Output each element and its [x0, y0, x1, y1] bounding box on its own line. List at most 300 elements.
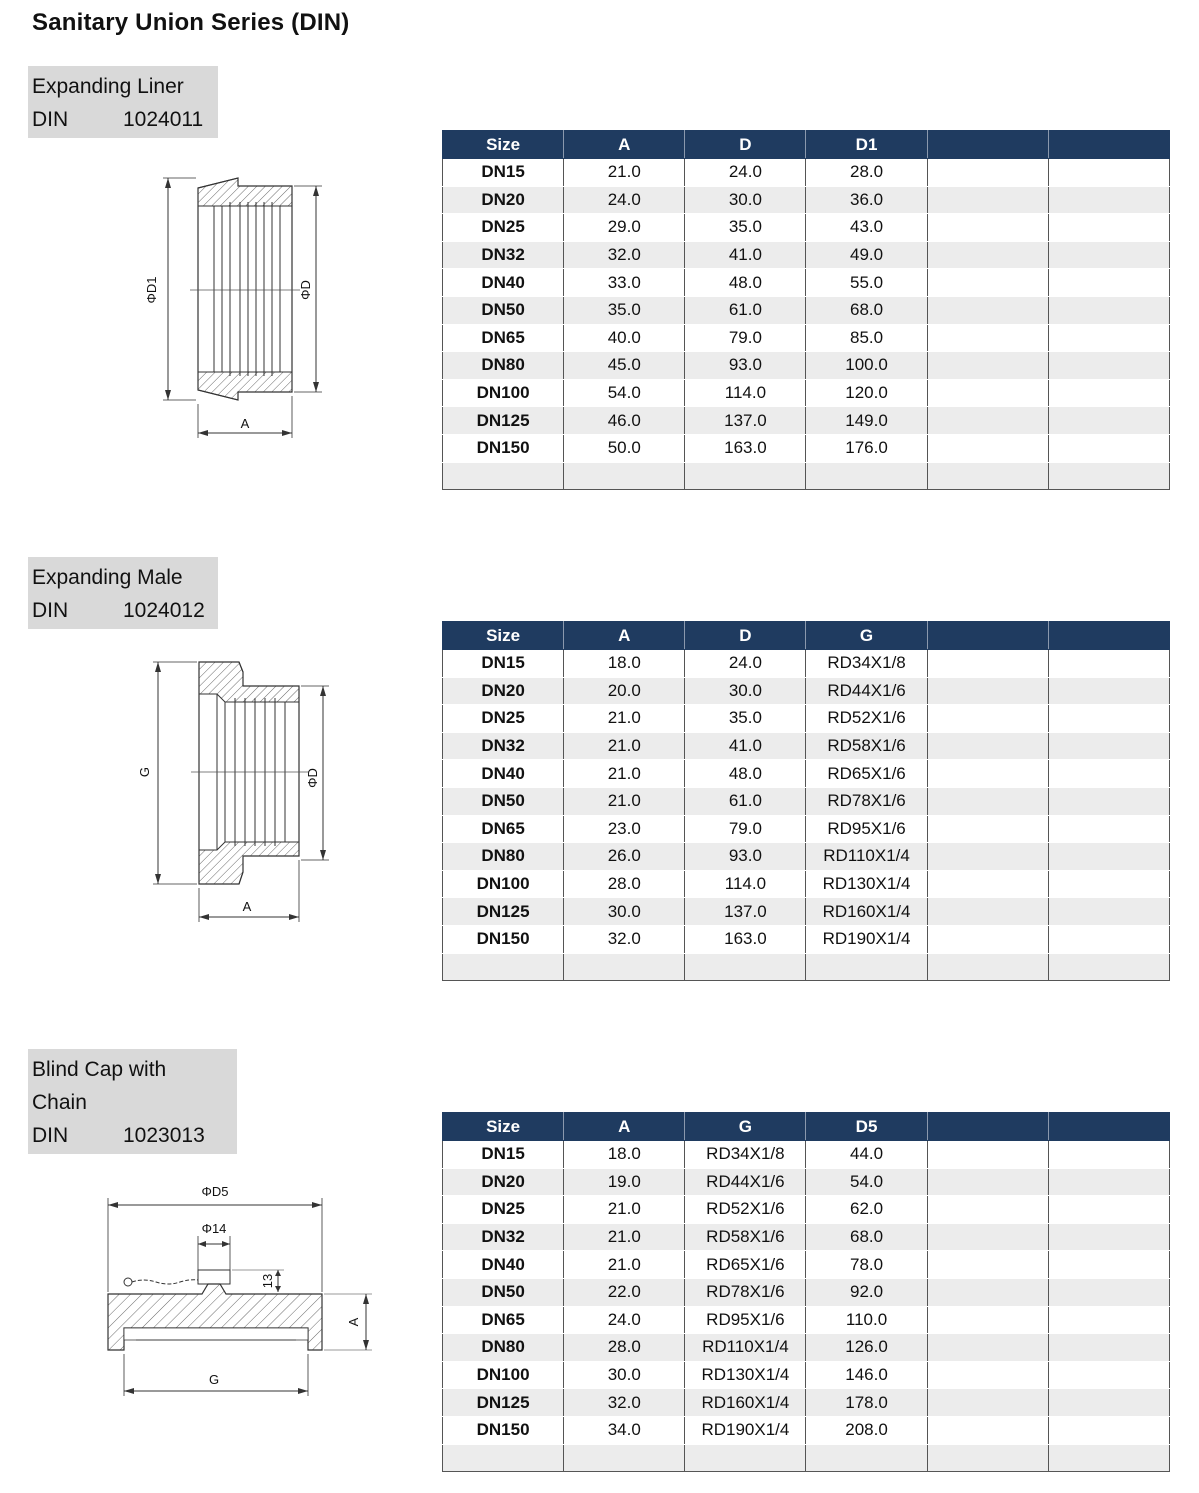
- value-cell: 48.0: [685, 269, 806, 297]
- value-cell: RD58X1/6: [806, 732, 927, 760]
- value-cell: 23.0: [564, 815, 685, 843]
- value-cell: 178.0: [806, 1389, 927, 1417]
- value-cell: RD34X1/8: [806, 650, 927, 678]
- table-row: [443, 732, 1170, 760]
- empty-cell: [927, 925, 1048, 953]
- value-cell: 78.0: [806, 1251, 927, 1279]
- empty-cell: [927, 269, 1048, 297]
- empty-cell: [927, 1361, 1048, 1389]
- column-header: Size: [443, 622, 564, 650]
- size-cell: DN80: [443, 1334, 564, 1362]
- empty-cell: [927, 732, 1048, 760]
- value-cell: 30.0: [685, 186, 806, 214]
- value-cell: RD44X1/6: [685, 1168, 806, 1196]
- table-row-empty: [443, 462, 1170, 490]
- empty-cell: [806, 1444, 927, 1472]
- dim-label-d14: Φ14: [201, 1221, 227, 1236]
- section-name: Expanding Male: [32, 566, 183, 589]
- value-cell: 55.0: [806, 269, 927, 297]
- table-row: [443, 269, 1170, 297]
- table-header-row: [443, 131, 1170, 159]
- value-cell: 41.0: [685, 732, 806, 760]
- size-cell: DN32: [443, 241, 564, 269]
- value-cell: 41.0: [685, 241, 806, 269]
- empty-cell: [1048, 269, 1169, 297]
- dim-label-d1: ΦD1: [144, 276, 159, 304]
- dim-label-g: G: [137, 766, 152, 778]
- value-cell: 35.0: [685, 705, 806, 733]
- column-header: D1: [806, 131, 927, 159]
- value-cell: 114.0: [685, 379, 806, 407]
- table-row: [443, 760, 1170, 788]
- value-cell: 43.0: [806, 214, 927, 242]
- dim-label-a: A: [346, 1317, 361, 1327]
- column-header: D: [685, 622, 806, 650]
- empty-cell: [927, 434, 1048, 462]
- value-cell: RD130X1/4: [685, 1361, 806, 1389]
- empty-cell: [927, 159, 1048, 187]
- size-cell: DN125: [443, 407, 564, 435]
- value-cell: 79.0: [685, 815, 806, 843]
- value-cell: 22.0: [564, 1278, 685, 1306]
- table-row: [443, 1223, 1170, 1251]
- section-label-blind-cap: [28, 1049, 237, 1154]
- value-cell: 21.0: [564, 732, 685, 760]
- empty-cell: [927, 1444, 1048, 1472]
- value-cell: 29.0: [564, 214, 685, 242]
- dim-label-g: G: [208, 1372, 220, 1387]
- empty-cell: [927, 462, 1048, 490]
- empty-cell: [927, 815, 1048, 843]
- size-cell: DN50: [443, 787, 564, 815]
- empty-cell: [1048, 241, 1169, 269]
- value-cell: RD160X1/4: [685, 1389, 806, 1417]
- table-header-row: [443, 1113, 1170, 1141]
- table-row: [443, 677, 1170, 705]
- size-cell: DN80: [443, 843, 564, 871]
- value-cell: RD58X1/6: [685, 1223, 806, 1251]
- value-cell: 32.0: [564, 1389, 685, 1417]
- value-cell: 18.0: [564, 650, 685, 678]
- empty-cell: [1048, 1444, 1169, 1472]
- column-header: [927, 1113, 1048, 1141]
- empty-cell: [1048, 1251, 1169, 1279]
- value-cell: 114.0: [685, 870, 806, 898]
- column-header: Size: [443, 131, 564, 159]
- value-cell: 68.0: [806, 1223, 927, 1251]
- value-cell: 21.0: [564, 1223, 685, 1251]
- column-header: [1048, 622, 1169, 650]
- size-cell: DN50: [443, 296, 564, 324]
- value-cell: 30.0: [685, 677, 806, 705]
- empty-cell: [927, 214, 1048, 242]
- table-row: [443, 159, 1170, 187]
- table-row: [443, 1196, 1170, 1224]
- column-header: A: [564, 622, 685, 650]
- empty-cell: [1048, 1361, 1169, 1389]
- table-row: [443, 407, 1170, 435]
- empty-cell: [927, 898, 1048, 926]
- size-cell: DN20: [443, 677, 564, 705]
- empty-cell: [1048, 434, 1169, 462]
- expanding-male-table: [442, 621, 1170, 981]
- table-row: [443, 1361, 1170, 1389]
- size-cell: DN20: [443, 186, 564, 214]
- empty-cell: [1048, 1168, 1169, 1196]
- empty-cell: [927, 1389, 1048, 1417]
- empty-cell: [1048, 462, 1169, 490]
- value-cell: RD190X1/4: [685, 1416, 806, 1444]
- empty-cell: [806, 953, 927, 981]
- table-row: [443, 870, 1170, 898]
- column-header: G: [806, 622, 927, 650]
- value-cell: 24.0: [685, 650, 806, 678]
- table-body: [443, 650, 1170, 981]
- empty-cell: [1048, 407, 1169, 435]
- section-standard: DIN: [32, 1124, 69, 1147]
- empty-cell: [1048, 1416, 1169, 1444]
- empty-cell: [927, 1196, 1048, 1224]
- value-cell: 32.0: [564, 241, 685, 269]
- column-header: G: [685, 1113, 806, 1141]
- value-cell: 36.0: [806, 186, 927, 214]
- empty-cell: [1048, 1334, 1169, 1362]
- value-cell: 50.0: [564, 434, 685, 462]
- empty-cell: [1048, 953, 1169, 981]
- empty-cell: [1048, 214, 1169, 242]
- value-cell: 28.0: [564, 870, 685, 898]
- value-cell: RD65X1/6: [806, 760, 927, 788]
- size-cell: DN32: [443, 732, 564, 760]
- value-cell: 68.0: [806, 296, 927, 324]
- empty-cell: [1048, 159, 1169, 187]
- section-standard: DIN: [32, 599, 69, 622]
- size-cell: DN32: [443, 1223, 564, 1251]
- value-cell: 21.0: [564, 760, 685, 788]
- table-row: [443, 324, 1170, 352]
- table-row: [443, 379, 1170, 407]
- size-cell: DN150: [443, 434, 564, 462]
- value-cell: 28.0: [564, 1334, 685, 1362]
- value-cell: RD110X1/4: [806, 843, 927, 871]
- section-name: Expanding Liner: [32, 75, 184, 98]
- table-row: [443, 186, 1170, 214]
- empty-cell: [1048, 186, 1169, 214]
- column-header: D: [685, 131, 806, 159]
- size-cell: DN15: [443, 159, 564, 187]
- value-cell: RD160X1/4: [806, 898, 927, 926]
- size-cell: DN100: [443, 379, 564, 407]
- value-cell: 21.0: [564, 705, 685, 733]
- empty-cell: [927, 953, 1048, 981]
- empty-cell: [927, 677, 1048, 705]
- table-row: [443, 1306, 1170, 1334]
- value-cell: 24.0: [564, 1306, 685, 1334]
- empty-cell: [927, 650, 1048, 678]
- size-cell: DN25: [443, 705, 564, 733]
- empty-cell: [1048, 677, 1169, 705]
- table-row: [443, 1278, 1170, 1306]
- value-cell: RD52X1/6: [806, 705, 927, 733]
- empty-cell: [685, 1444, 806, 1472]
- size-cell: DN125: [443, 1389, 564, 1417]
- value-cell: RD190X1/4: [806, 925, 927, 953]
- empty-cell: [1048, 1196, 1169, 1224]
- empty-cell: [927, 324, 1048, 352]
- size-cell: DN65: [443, 324, 564, 352]
- size-cell: DN150: [443, 1416, 564, 1444]
- value-cell: 34.0: [564, 1416, 685, 1444]
- value-cell: 146.0: [806, 1361, 927, 1389]
- value-cell: 20.0: [564, 677, 685, 705]
- value-cell: 28.0: [806, 159, 927, 187]
- size-cell: DN25: [443, 1196, 564, 1224]
- empty-cell: [927, 705, 1048, 733]
- value-cell: RD34X1/8: [685, 1141, 806, 1169]
- section-name: Blind Cap with Chain: [32, 1058, 167, 1114]
- empty-cell: [1048, 787, 1169, 815]
- value-cell: 137.0: [685, 407, 806, 435]
- value-cell: 21.0: [564, 787, 685, 815]
- value-cell: 92.0: [806, 1278, 927, 1306]
- empty-cell: [1048, 760, 1169, 788]
- size-cell: DN40: [443, 760, 564, 788]
- value-cell: RD110X1/4: [685, 1334, 806, 1362]
- value-cell: 44.0: [806, 1141, 927, 1169]
- size-cell: DN80: [443, 352, 564, 380]
- empty-cell: [1048, 296, 1169, 324]
- size-cell: DN15: [443, 650, 564, 678]
- value-cell: 19.0: [564, 1168, 685, 1196]
- empty-cell: [1048, 732, 1169, 760]
- empty-cell: [1048, 324, 1169, 352]
- value-cell: 35.0: [685, 214, 806, 242]
- value-cell: 18.0: [564, 1141, 685, 1169]
- empty-cell: [564, 1444, 685, 1472]
- value-cell: 79.0: [685, 324, 806, 352]
- value-cell: 54.0: [806, 1168, 927, 1196]
- table-row: [443, 1168, 1170, 1196]
- value-cell: 21.0: [564, 159, 685, 187]
- table-row: [443, 815, 1170, 843]
- value-cell: 126.0: [806, 1334, 927, 1362]
- empty-cell: [1048, 379, 1169, 407]
- value-cell: 85.0: [806, 324, 927, 352]
- value-cell: 93.0: [685, 352, 806, 380]
- column-header: A: [564, 1113, 685, 1141]
- empty-cell: [1048, 1306, 1169, 1334]
- table-row: [443, 1334, 1170, 1362]
- value-cell: 21.0: [564, 1196, 685, 1224]
- column-header: [927, 131, 1048, 159]
- empty-cell: [1048, 1223, 1169, 1251]
- size-cell: DN40: [443, 269, 564, 297]
- table-row-empty: [443, 1444, 1170, 1472]
- dim-label-d5: ΦD5: [201, 1184, 229, 1199]
- value-cell: 26.0: [564, 843, 685, 871]
- size-cell: DN50: [443, 1278, 564, 1306]
- table-row: [443, 296, 1170, 324]
- empty-cell: [927, 296, 1048, 324]
- value-cell: RD78X1/6: [685, 1278, 806, 1306]
- empty-cell: [564, 462, 685, 490]
- value-cell: 30.0: [564, 898, 685, 926]
- table-row: [443, 214, 1170, 242]
- table-row: [443, 1251, 1170, 1279]
- empty-cell: [927, 407, 1048, 435]
- size-cell: DN40: [443, 1251, 564, 1279]
- value-cell: 208.0: [806, 1416, 927, 1444]
- value-cell: 24.0: [564, 186, 685, 214]
- table-row: [443, 434, 1170, 462]
- table-row: [443, 1416, 1170, 1444]
- size-cell: DN100: [443, 870, 564, 898]
- dim-label-a: A: [242, 899, 252, 914]
- dim-label-d: ΦD: [305, 768, 320, 788]
- empty-cell: [927, 843, 1048, 871]
- table-row-empty: [443, 953, 1170, 981]
- empty-cell: [1048, 925, 1169, 953]
- empty-cell: [1048, 815, 1169, 843]
- section-label-expanding-male: [28, 557, 218, 629]
- value-cell: 93.0: [685, 843, 806, 871]
- empty-cell: [927, 760, 1048, 788]
- empty-cell: [1048, 650, 1169, 678]
- empty-cell: [1048, 843, 1169, 871]
- value-cell: 48.0: [685, 760, 806, 788]
- column-header: Size: [443, 1113, 564, 1141]
- table-body: [443, 159, 1170, 490]
- value-cell: 61.0: [685, 787, 806, 815]
- size-cell: DN150: [443, 925, 564, 953]
- empty-cell: [1048, 1141, 1169, 1169]
- value-cell: 110.0: [806, 1306, 927, 1334]
- empty-cell: [1048, 705, 1169, 733]
- value-cell: 21.0: [564, 1251, 685, 1279]
- expanding-liner-table: [442, 130, 1170, 490]
- empty-cell: [927, 1334, 1048, 1362]
- column-header: A: [564, 131, 685, 159]
- value-cell: RD65X1/6: [685, 1251, 806, 1279]
- table-header-row: [443, 622, 1170, 650]
- size-cell: DN20: [443, 1168, 564, 1196]
- empty-cell: [806, 462, 927, 490]
- value-cell: 149.0: [806, 407, 927, 435]
- value-cell: 62.0: [806, 1196, 927, 1224]
- column-header: [1048, 131, 1169, 159]
- empty-cell: [443, 462, 564, 490]
- table-row: [443, 241, 1170, 269]
- empty-cell: [927, 787, 1048, 815]
- empty-cell: [564, 953, 685, 981]
- value-cell: 163.0: [685, 925, 806, 953]
- table-row: [443, 1141, 1170, 1169]
- table-row: [443, 650, 1170, 678]
- blind-cap-drawing: [96, 1170, 386, 1410]
- empty-cell: [927, 870, 1048, 898]
- table-row: [443, 705, 1170, 733]
- empty-cell: [927, 1168, 1048, 1196]
- empty-cell: [927, 1278, 1048, 1306]
- empty-cell: [927, 379, 1048, 407]
- size-cell: DN125: [443, 898, 564, 926]
- empty-cell: [927, 1223, 1048, 1251]
- empty-cell: [1048, 870, 1169, 898]
- size-cell: DN65: [443, 815, 564, 843]
- value-cell: RD78X1/6: [806, 787, 927, 815]
- empty-cell: [927, 1416, 1048, 1444]
- empty-cell: [1048, 898, 1169, 926]
- empty-cell: [927, 1306, 1048, 1334]
- table-row: [443, 898, 1170, 926]
- dim-label-a: A: [240, 416, 250, 431]
- column-header: D5: [806, 1113, 927, 1141]
- value-cell: 100.0: [806, 352, 927, 380]
- empty-cell: [927, 241, 1048, 269]
- size-cell: DN65: [443, 1306, 564, 1334]
- dim-label-h13: 13: [260, 1273, 275, 1289]
- section-standard: DIN: [32, 108, 69, 131]
- table-body: [443, 1141, 1170, 1472]
- value-cell: 176.0: [806, 434, 927, 462]
- value-cell: 54.0: [564, 379, 685, 407]
- empty-cell: [1048, 1278, 1169, 1306]
- value-cell: 163.0: [685, 434, 806, 462]
- table-row: [443, 1389, 1170, 1417]
- value-cell: 40.0: [564, 324, 685, 352]
- empty-cell: [685, 953, 806, 981]
- value-cell: RD95X1/6: [685, 1306, 806, 1334]
- value-cell: RD44X1/6: [806, 677, 927, 705]
- empty-cell: [927, 1251, 1048, 1279]
- value-cell: 32.0: [564, 925, 685, 953]
- empty-cell: [927, 1141, 1048, 1169]
- empty-cell: [1048, 1389, 1169, 1417]
- page-title: Sanitary Union Series (DIN): [32, 9, 350, 36]
- section-code: 1023013: [123, 1124, 205, 1147]
- column-header: [1048, 1113, 1169, 1141]
- empty-cell: [927, 186, 1048, 214]
- value-cell: 35.0: [564, 296, 685, 324]
- value-cell: 30.0: [564, 1361, 685, 1389]
- empty-cell: [1048, 352, 1169, 380]
- section-code: 1024012: [123, 599, 205, 622]
- value-cell: RD52X1/6: [685, 1196, 806, 1224]
- expanding-liner-drawing: [130, 160, 340, 450]
- value-cell: 61.0: [685, 296, 806, 324]
- empty-cell: [685, 462, 806, 490]
- size-cell: DN25: [443, 214, 564, 242]
- table-row: [443, 925, 1170, 953]
- size-cell: DN15: [443, 1141, 564, 1169]
- value-cell: RD95X1/6: [806, 815, 927, 843]
- expanding-male-drawing: [125, 650, 345, 930]
- empty-cell: [443, 1444, 564, 1472]
- value-cell: 49.0: [806, 241, 927, 269]
- size-cell: DN100: [443, 1361, 564, 1389]
- value-cell: 137.0: [685, 898, 806, 926]
- section-code: 1024011: [123, 108, 204, 131]
- value-cell: RD130X1/4: [806, 870, 927, 898]
- value-cell: 46.0: [564, 407, 685, 435]
- table-row: [443, 787, 1170, 815]
- empty-cell: [927, 352, 1048, 380]
- section-label-expanding-liner: [28, 66, 218, 138]
- table-row: [443, 352, 1170, 380]
- blind-cap-table: [442, 1112, 1170, 1472]
- column-header: [927, 622, 1048, 650]
- value-cell: 24.0: [685, 159, 806, 187]
